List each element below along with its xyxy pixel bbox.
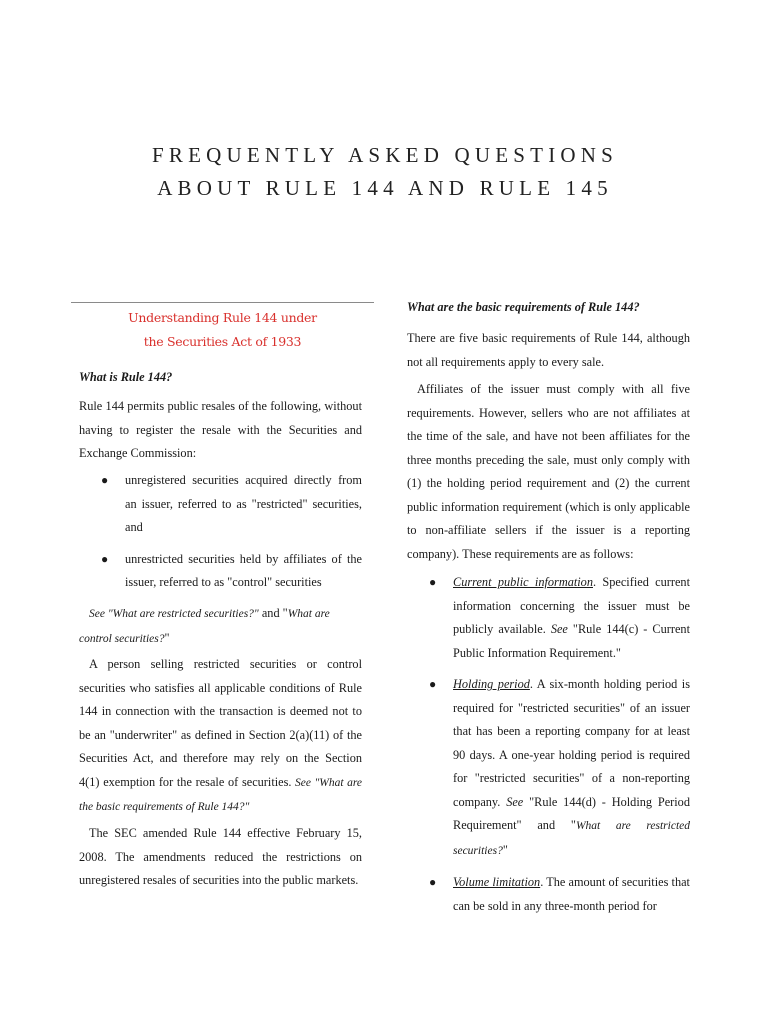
right-paragraph-1: There are five basic requirements of Rule 144, although not all requirements apply to every sale.: [407, 331, 690, 369]
left-paragraph-3: The SEC amended Rule 144 effective February 15, 2008. The amendments reduced the restrictions on unregistered resales of securities into the public markets.: [79, 826, 362, 887]
bullet-icon: ●: [101, 551, 109, 566]
document-title-line-2: ABOUT RULE 144 AND RULE 145: [157, 176, 613, 200]
bullet-icon: ●: [429, 575, 437, 589]
list-item: ● Holding period. A six-month holding period is required for "restricted securities" of an issuer that has been a reporting company for at least 90 days. A one-year holding period is required for "restricted securities" of a non-reporting company. See "Rule 144(d) - Holding Period Requirement" and "What are restricted securities?": [407, 673, 690, 863]
section-heading-line-2: the Securities Act of 1933: [143, 334, 302, 349]
list-item: ● Volume limitation. The amount of securities that can be sold in any three-month period for: [407, 871, 690, 918]
right-bullet-list: [407, 571, 690, 918]
document-title-line-1: FREQUENTLY ASKED QUESTIONS: [152, 143, 618, 167]
list-item: ● unregistered securities acquired directly from an issuer, referred to as "restricted" securities, and: [79, 469, 362, 540]
left-paragraph-2: A person selling restricted securities or control securities who satisfies all applicable conditions of Rule 144 in connection with the transaction is deemed not to be an "underwriter" as defined in Section 2(a)(11) of the Securities Act, and therefore may rely on the Section 4(1) exemption for the resale of securities. See "What are the basic requirements of Rule 144?": [79, 657, 362, 813]
list-item: ● Current public information. Specified current information concerning the issuer must be publicly available. See "Rule 144(c) - Current Public Information Requirement.": [407, 571, 690, 665]
left-intro-paragraph: Rule 144 permits public resales of the following, without having to register the resale with the Securities and Exchange Commission:: [79, 399, 362, 460]
section-divider: [71, 302, 374, 303]
bullet-icon: ●: [101, 473, 109, 487]
bullet-icon: ●: [429, 677, 437, 691]
bullet-icon: ●: [429, 875, 437, 889]
section-heading-line-1: Understanding Rule 144 under: [128, 310, 317, 325]
question-what-is-rule-144: What is Rule 144?: [79, 370, 173, 384]
left-see-reference: See "What are restricted securities?" and "What are control securities?": [79, 606, 330, 645]
right-paragraph-2: Affiliates of the issuer must comply with all five requirements. However, sellers who are not affiliates at the time of the sale, and have not been affiliates for the three months preceding the sale, must only comply with (1) the holding period requirement and (2) the current public information requirement (which is only applicable to non-affiliate sellers if the issuer is a reporting company). These requirements are as follows:: [407, 382, 690, 561]
left-bullet-list: [79, 469, 362, 595]
question-basic-requirements: What are the basic requirements of Rule 144?: [407, 300, 640, 314]
list-item: ● unrestricted securities held by affiliates of the issuer, referred to as "control" securities: [79, 548, 362, 595]
